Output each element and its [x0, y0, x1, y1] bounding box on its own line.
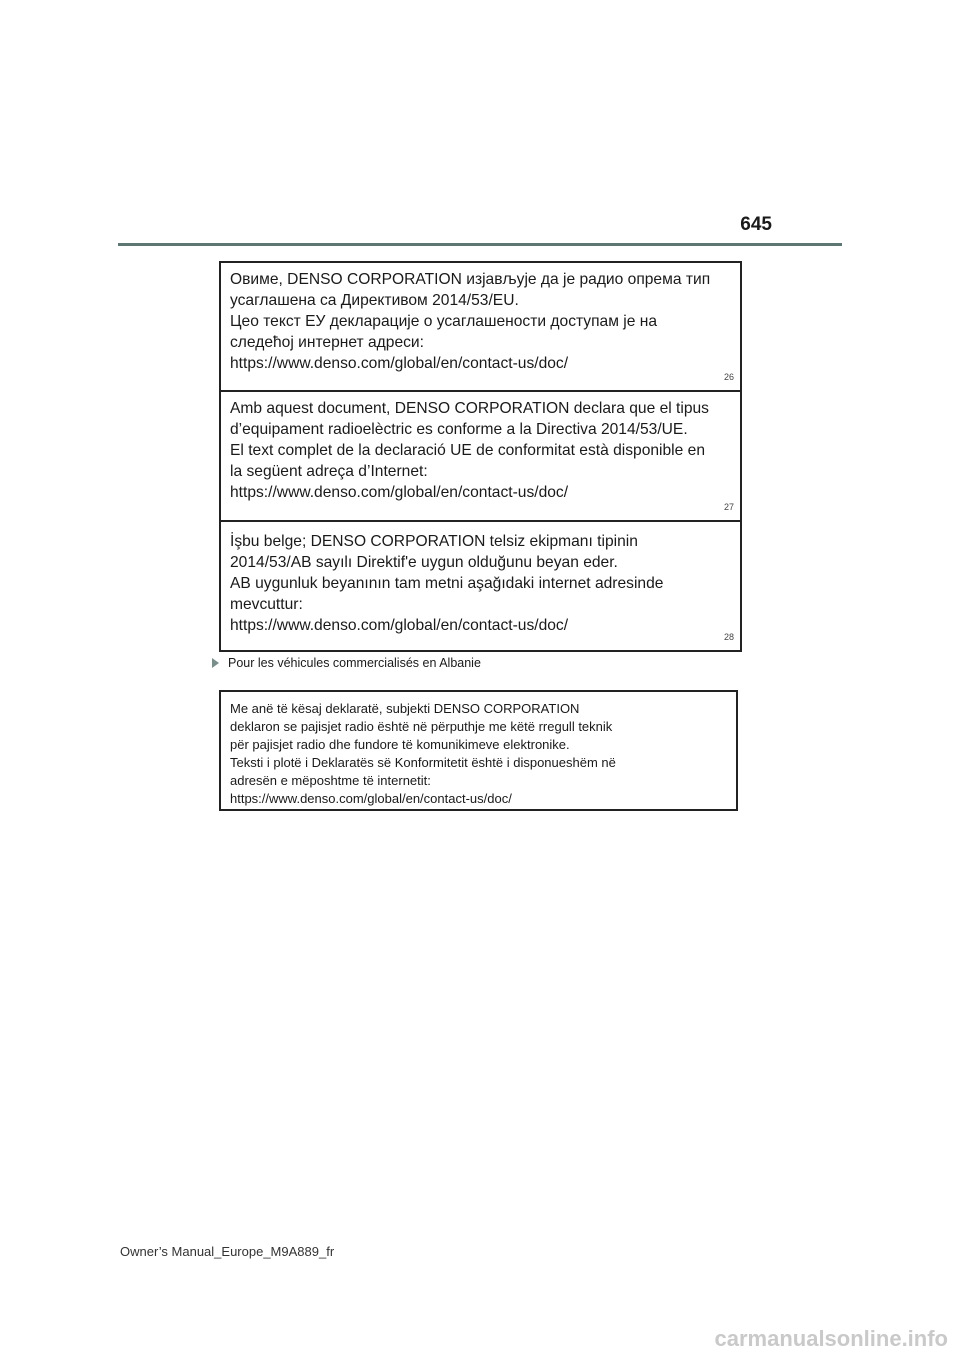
declaration-text-line: la següent adreça d’Internet: [230, 463, 428, 480]
declaration-box-catalan [221, 392, 740, 522]
declaration-text-line: Цео текст ЕУ декларације о усаглашености доступам је на [230, 313, 658, 330]
declaration-text-line: Amb aquest document, DENSO CORPORATION declara que el tipus [230, 400, 709, 417]
declaration-box-turkish [221, 522, 740, 650]
page-number: 645 [740, 214, 772, 235]
declaration-number: 28 [723, 632, 734, 642]
declaration-text-line: İşbu belge; DENSO CORPORATION telsiz ekipmanı tipinin [230, 533, 638, 550]
header-rule [118, 243, 842, 246]
declaration-number: 27 [723, 502, 734, 512]
declaration-text-line: deklaron se pajisjet radio është në përputhje me këtë rregull teknik [230, 719, 613, 734]
declaration-url: https://www.denso.com/global/en/contact-us/doc/ [230, 617, 569, 634]
declaration-text-line: mevcuttur: [230, 596, 303, 613]
declaration-text-line: Me anë të kësaj deklaratë, subjekti DENSO CORPORATION [230, 701, 580, 716]
declaration-text-line: AB uygunluk beyanının tam metni aşağıdaki internet adresinde [230, 575, 664, 592]
site-watermark: carmanualsonline.info [714, 1326, 948, 1351]
declaration-stack [219, 261, 742, 652]
declaration-number: 26 [723, 372, 734, 382]
declaration-text-line: adresën e mëposhtme të internetit: [230, 773, 431, 788]
declaration-text-line: усаглашена са Директивом 2014/53/EU. [230, 292, 519, 309]
declaration-text-line: 2014/53/AB sayılı Direktif'e uygun olduğunu beyan eder. [230, 554, 618, 571]
albania-section-heading [212, 656, 481, 670]
declaration-text-line: следећој интернет адреси: [230, 334, 424, 351]
declaration-text-line: d’equipament radioelèctric es conforme a la Directiva 2014/53/UE. [230, 421, 688, 438]
declaration-url: https://www.denso.com/global/en/contact-us/doc/ [230, 791, 512, 806]
albania-heading-text: Pour les véhicules commercialisés en Albanie [228, 656, 481, 670]
manual-footer: Owner’s Manual_Europe_M9A889_fr [120, 1244, 335, 1259]
declaration-text-line: për pajisjet radio dhe fundore të komunikimeve elektronike. [230, 737, 570, 752]
triangle-right-bullet-icon [212, 658, 219, 668]
declaration-url: https://www.denso.com/global/en/contact-us/doc/ [230, 355, 569, 372]
declaration-text-line: Teksti i plotë i Deklaratës së Konformitetit është i disponueshëm në [230, 755, 616, 770]
declaration-box-serbian [221, 263, 740, 392]
declaration-url: https://www.denso.com/global/en/contact-us/doc/ [230, 484, 569, 501]
declaration-text-line: El text complet de la declaració UE de conformitat està disponible en [230, 442, 706, 459]
declaration-text-line: Овиме, DENSO CORPORATION изјављује да је радио опрема тип [230, 271, 711, 288]
declaration-box-albanian [219, 690, 738, 811]
